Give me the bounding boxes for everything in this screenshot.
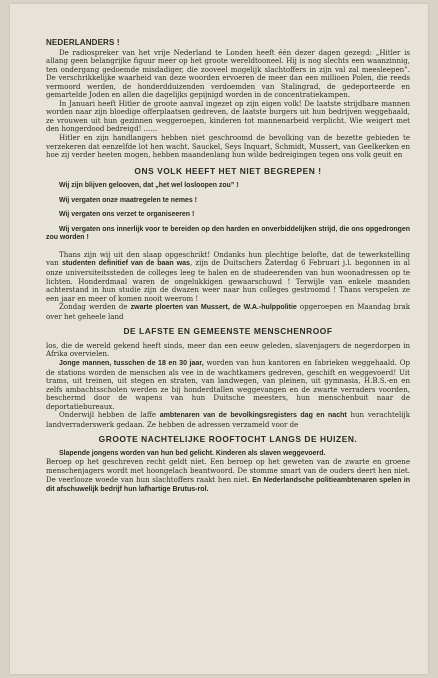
- bold-text: Jonge mannen, tusschen de 18 en 30 jaar,: [59, 359, 204, 367]
- paragraph: De radiospreker van het vrije Nederland te Londen heeft één dezer dagen gezegd: „Hitler is allang geen belangrijke figuur meer op het groote wereldtooneel. Hij is nog slechts een waanzinnig, ten ondergang gedoemde misdadiger, die zooveel mogelijk slachtoffers in zijn val zal meesleepen”. De verschrikkelijke waarheid van deze woorden ervoeren de meer dan een millioen Polen, die reeds vermoord werden, de honderdduizenden verdoemden van Stalingrad, de gedeporteerde en gemartelde Joden en allen die dagelijks gepijnigd worden in de concentratiekampen.: [46, 47, 410, 100]
- text-run: Beroep op het geschreven recht geldt niet. Een beroep op het geweten van de zwarte en groene menschenjagers wordt met hoongelach beantwoord. De stomme smart van de ouders deert hen niet. De veerlooze woede van hun slachtoffers raakt hen niet.: [46, 457, 410, 484]
- section-heading: ONS VOLK HEEFT HET NIET BEGREPEN !: [134, 165, 322, 176]
- document-page: [10, 4, 428, 674]
- section-heading: DE LAFSTE EN GEMEENSTE MENSCHENROOF: [123, 326, 333, 337]
- paragraph: Hitler en zijn handlangers hebben niet geschroomd de bevolking van de bezette gebieden te verzekeren dat eenzelfde lot hen wacht. Sauckel, Seys Inquart, Schmidt, Mussert, van Geelkerken en hoe zij verder heeten mogen, hebben maandenlang hun wilde bedreigingen tegen ons volk geuit en: [46, 133, 410, 160]
- paragraph: [46, 359, 410, 411]
- bold-text: ambtenaren van de bevolkingsregisters dag en nacht: [159, 412, 347, 420]
- statement: Wij zijn blijven gelooven, dat „het wel losloopen zou” !: [59, 182, 239, 190]
- text-run: opgeroepen en Maandag brak over het geheele land: [46, 302, 410, 321]
- greeting: NEDERLANDERS !: [46, 38, 120, 47]
- paragraph: los, die de wereld gekend heeft sinds, meer dan een eeuw geleden, slavenjagers de negerdorpen in Afrika overvielen.: [46, 340, 410, 359]
- bold-text: En Nederlandsche politieambtenaren spelen in dit afschuwelijk bedrijf hun lafhartige Brutus-rol.: [46, 476, 410, 494]
- section-heading: GROOTE NACHTELIJKE ROOFTOCHT LANGS DE HUIZEN.: [98, 434, 358, 445]
- text-run: Thans zijn wij uit den slaap opgeschrikt! Ondanks hun plechtige belofte, dat de tewerkstelling van: [46, 249, 410, 268]
- statement: Wij vergaten ons innerlijk voor te bereiden op den harden en onverbiddelijken strijd, die ons opgedrongen zou worden !: [46, 225, 410, 242]
- statement: Wij vergaten ons verzet te organiseeren !: [59, 211, 195, 219]
- paragraph: [46, 251, 410, 303]
- text-run: hun verachtelijk landverraderswerk gedaan. Ze hebben de adressen verzameld voor de: [46, 410, 410, 429]
- text-run: Zondag werden de: [59, 302, 131, 312]
- statement: Wij vergaten onze maatregelen te nemes !: [59, 196, 197, 204]
- paragraph: Slapende jongens worden van hun bed gelicht. Kinderen als slaven weggevoerd.: [59, 449, 326, 457]
- paragraph: [46, 411, 410, 429]
- text-run: , zijn de Duitschers Zaterdag 6 Februari j.l. begonnen in al onze universiteitssteden de colleges leeg te halen en de studeerenden van hun woonadressen op te lichten. Honderdmaal waren de ongelukkigen gewaarschuwd ! Terwijle van enkele maanden achterstand in hun studie zijn de dwazen weer naar hun colleges gestroomd ! Thans verspelen ze een jaar en meer of komen nooit weerom !: [46, 258, 410, 303]
- text-run: Onderwijl hebben de laffe: [59, 410, 160, 420]
- paragraph: In Januari heeft Hitler de groote aanval ingezet op zijn eigen volk! De laatste strijdbare mannen worden naar zijn bloedige offerplaatsen gedreven, de laatste burgers uit hun bedrijven weggehaald, ze vrouwen uit hun gezinnen weggeroepen, kinderen tot mannenarbeid verplicht. Wie weigert met den hongerdood bedreigd! ......: [46, 98, 410, 134]
- bold-text: studenten definitief van de baan was: [61, 260, 190, 268]
- paragraph: [46, 458, 410, 494]
- text-run: worden van hun kantoren en fabrieken weggehaald. Op de stations worden de menschen als vee in de wachtkamers gedreven, geschift en weggevoerd! Uit trams, uit treinen, uit stegen en straten, van landwegen, van pleinen, uit gymnasia, H.B.S.-en en zelfs ambachtsscholen werden ze bij honderdtallen weggevangen en de zwarte verraders voorden, beschermd door de wapens van hun Duitsche meesters, hun menschenbuit naar de deportatiebureaux.: [46, 357, 410, 411]
- paragraph: [46, 303, 410, 321]
- document-body: [46, 39, 410, 495]
- bold-text: zwarte ploerten van Mussert, de W.A.-hulppolitie: [130, 304, 297, 312]
